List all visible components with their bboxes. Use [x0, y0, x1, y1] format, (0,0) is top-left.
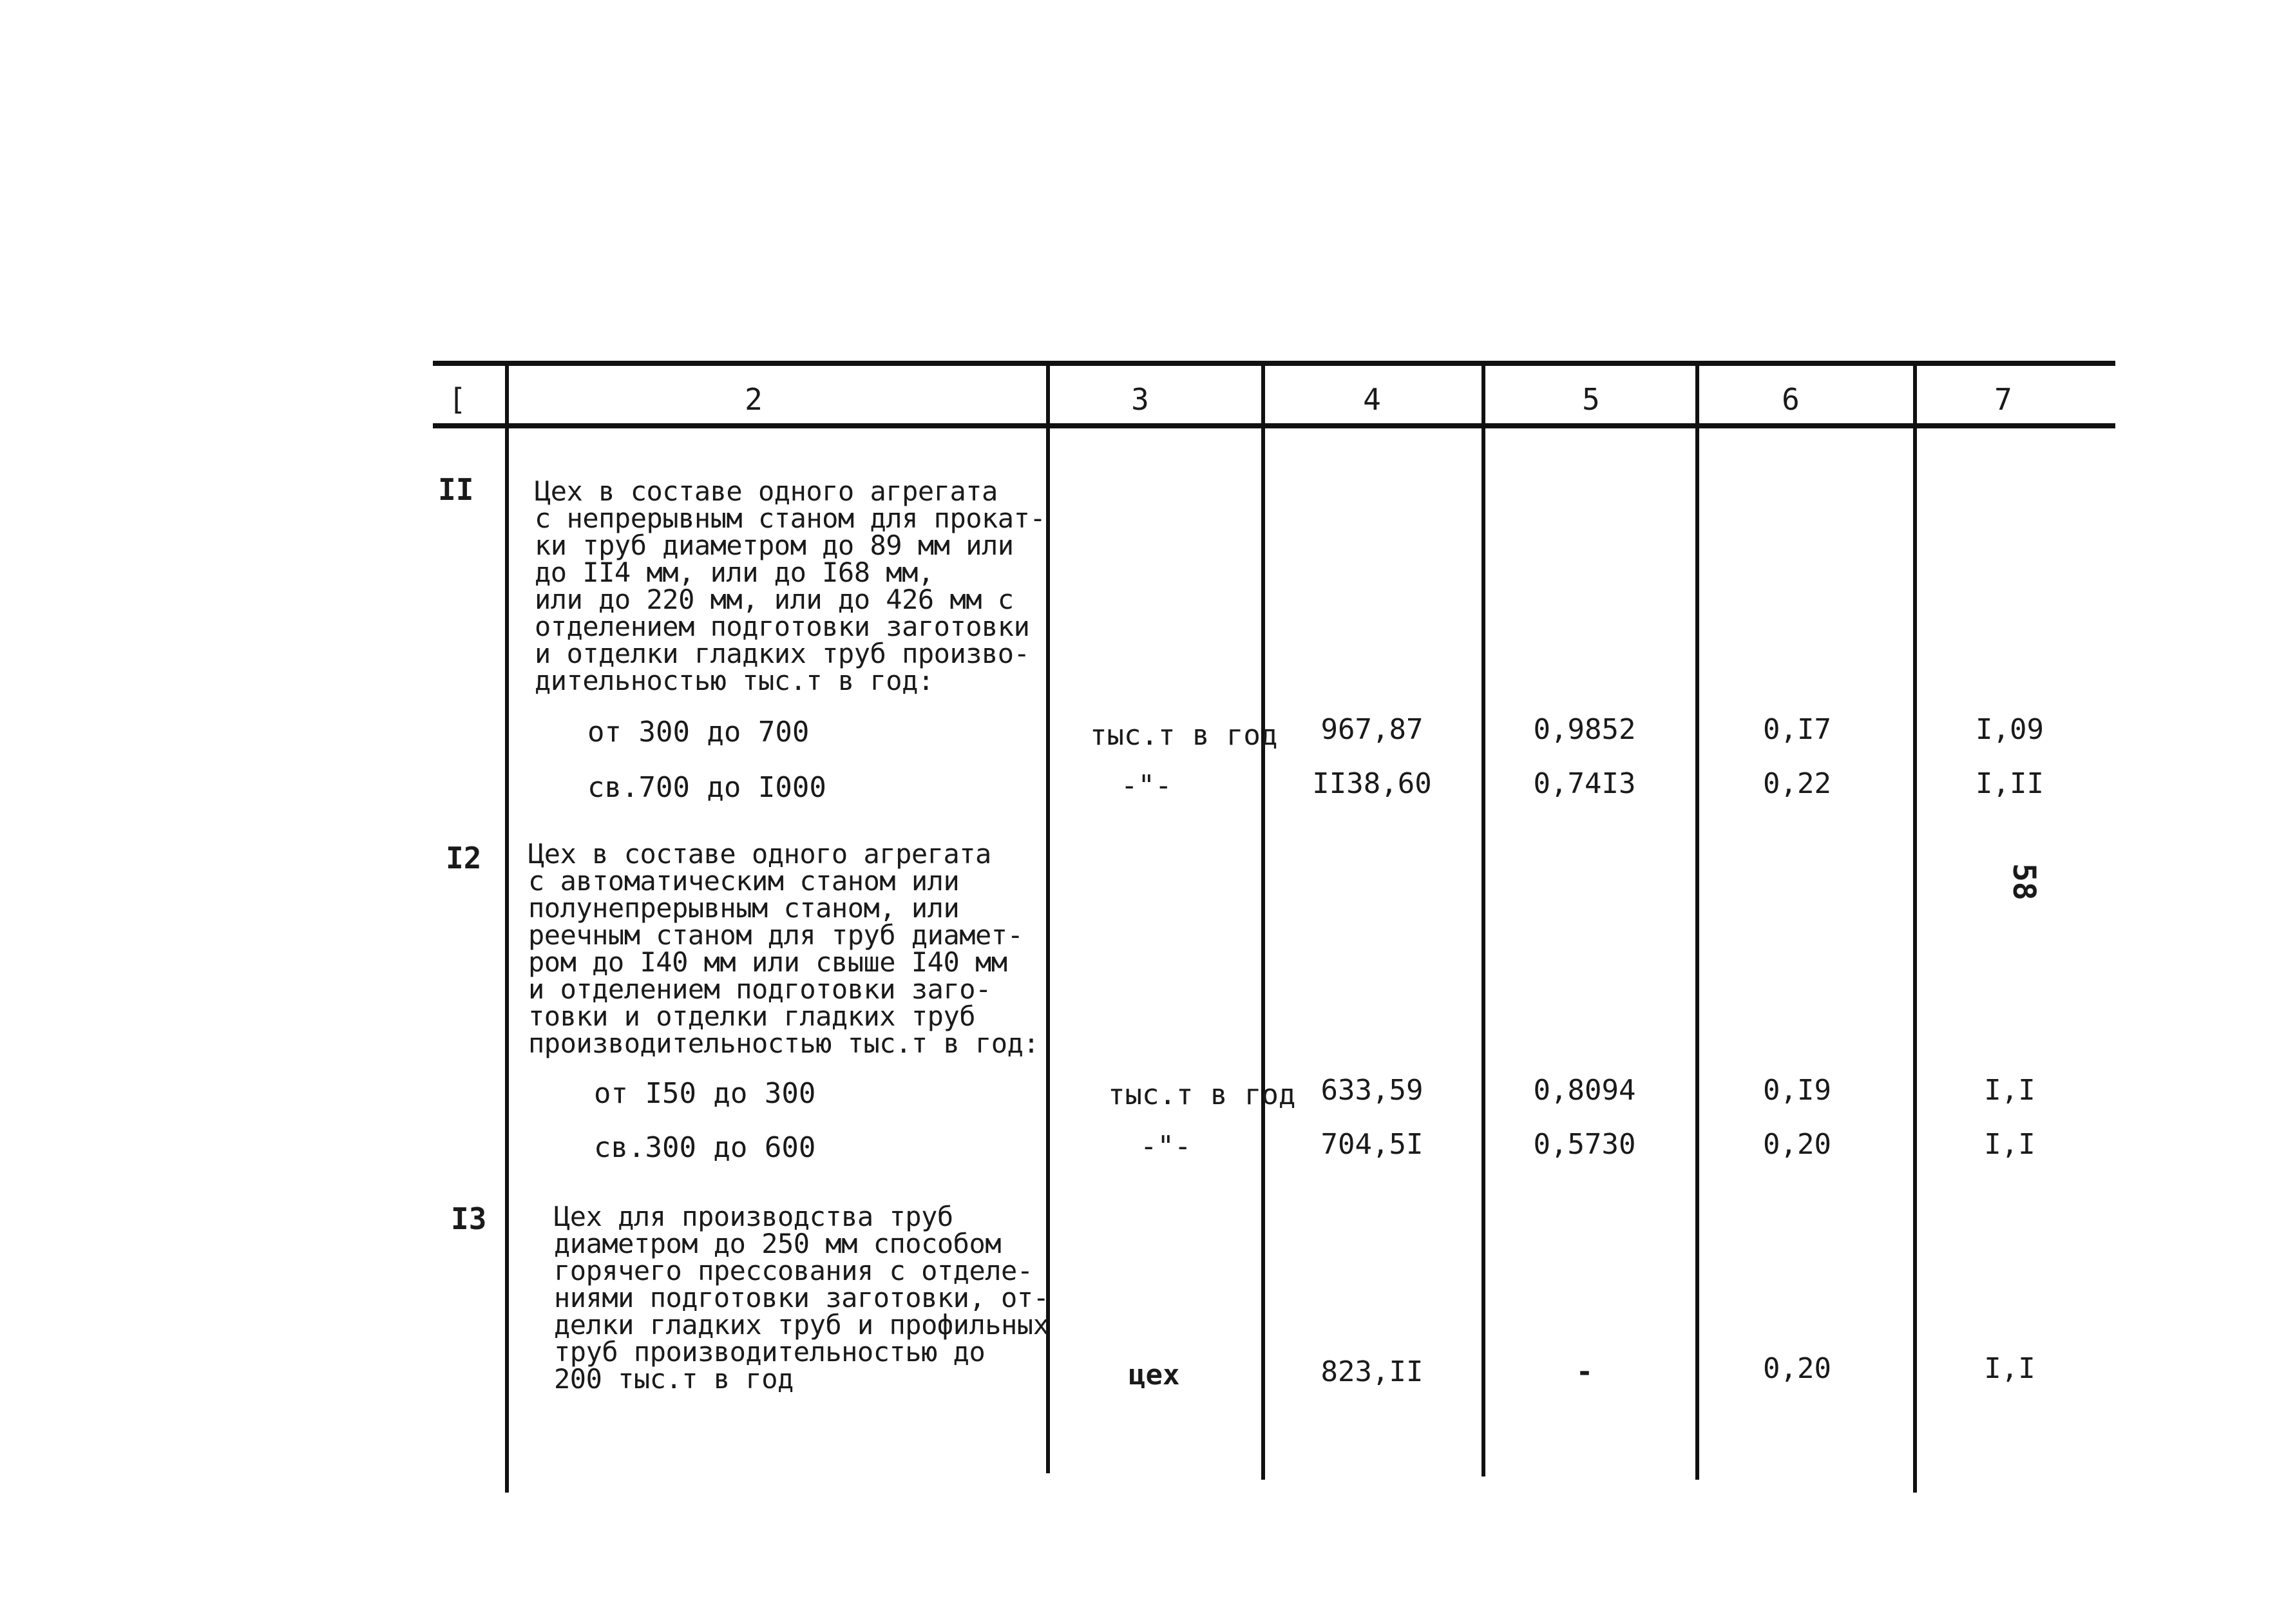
col6-value: 0,I7	[1763, 713, 1831, 746]
header-col-5: 5	[1582, 382, 1600, 417]
header-col-4: 4	[1363, 382, 1381, 417]
col7-value: I,09	[1976, 713, 2044, 746]
col5-value: 0,8094	[1533, 1074, 1636, 1107]
row-number: I2	[446, 841, 482, 875]
column-divider	[1261, 362, 1265, 1480]
row-description: Цех для производства труб диаметром до 250 мм способом горячего прессования с отделе- ниями подготовки заготовки, от- делки гладких труб и профильных труб производительностью до 200 тыс.т в год	[554, 1201, 1049, 1395]
col7-value: I,I	[1984, 1352, 2035, 1385]
header-col-2: 2	[745, 382, 763, 417]
header-col-6: 6	[1782, 382, 1800, 417]
col5-value: -	[1576, 1355, 1594, 1388]
row-number: I3	[451, 1201, 487, 1236]
unit-cell: тыс.т в год	[1090, 719, 1278, 752]
header-col-7: 7	[1994, 382, 2012, 417]
col7-value: I,I	[1984, 1128, 2035, 1161]
unit-cell: цех	[1129, 1359, 1180, 1391]
row-description: Цех в составе одного агрегата с автоматическим станом или полунепрерывным станом, или реечным станом для труб диамет- ром до I40 мм или свыше I40 мм и отделением подготовки заго- товки и отделки гладких труб производительностью тыс.т в год:	[528, 838, 1040, 1059]
sub-row-label: от I50 до 300	[594, 1077, 816, 1110]
unit-cell: -"-	[1121, 769, 1172, 802]
col5-value: 0,5730	[1533, 1128, 1636, 1161]
col4-value: II38,60	[1312, 767, 1432, 800]
col4-value: 704,5I	[1320, 1128, 1424, 1161]
col4-value: 633,59	[1320, 1074, 1424, 1107]
col7-value: I,I	[1984, 1074, 2035, 1107]
row-description: Цех в составе одного агрегата с непрерывным станом для прокат- ки труб диаметром до 89 мм или до II4 мм, или до I68 мм, или до 220 мм, или до 426 мм с отделением подготовки заготовки и отделки гладких труб произво- дительностью тыс.т в год:	[535, 475, 1046, 696]
sub-row-label: св.700 до I000	[587, 771, 826, 804]
unit-cell: тыс.т в год	[1108, 1078, 1296, 1111]
col6-value: 0,20	[1763, 1128, 1831, 1161]
col4-value: 823,II	[1320, 1355, 1424, 1388]
col6-value: 0,22	[1763, 767, 1831, 800]
unit-cell: -"-	[1140, 1130, 1192, 1163]
col5-value: 0,74I3	[1533, 767, 1636, 800]
col7-value: I,II	[1976, 767, 2044, 800]
col5-value: 0,9852	[1533, 713, 1636, 746]
sub-row-label: от 300 до 700	[587, 716, 810, 749]
col6-value: 0,I9	[1763, 1074, 1831, 1107]
header-col-1: [	[448, 382, 466, 417]
table-header-rule	[433, 423, 2115, 428]
column-divider	[1481, 362, 1485, 1476]
col6-value: 0,20	[1763, 1352, 1831, 1385]
header-col-3: 3	[1131, 382, 1149, 417]
table-top-rule	[433, 361, 2115, 366]
row-number: II	[438, 472, 474, 507]
page-number: 58	[2006, 863, 2042, 901]
column-divider	[505, 362, 509, 1493]
column-divider	[1913, 362, 1917, 1493]
col4-value: 967,87	[1320, 713, 1424, 746]
sub-row-label: св.300 до 600	[594, 1131, 816, 1164]
column-divider	[1695, 362, 1699, 1480]
